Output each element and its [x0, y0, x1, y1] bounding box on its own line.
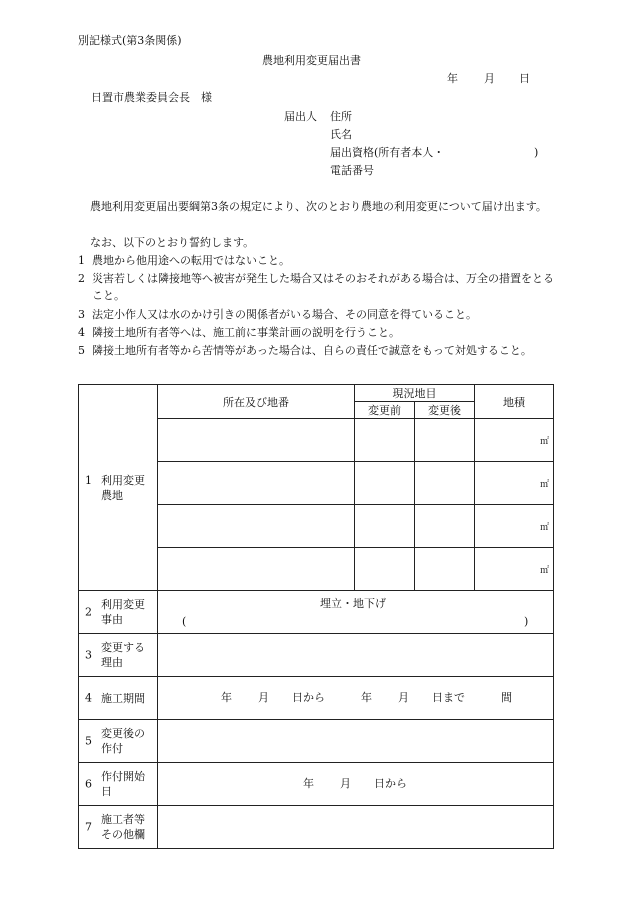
row-number: 4: [85, 691, 92, 705]
period-end-month: 月: [398, 691, 409, 704]
pledge-number: 4: [78, 326, 85, 339]
pledge-number: 2: [78, 272, 85, 285]
sqm-unit: ㎡: [539, 479, 549, 490]
area-cell[interactable]: [475, 419, 554, 462]
row-label-contractor: [79, 806, 158, 849]
sqm-unit: ㎡: [539, 565, 549, 576]
row-number: 1: [85, 473, 92, 487]
row-label-farmland: [79, 385, 158, 591]
row-number: 3: [85, 648, 92, 662]
crop-after-cell[interactable]: [158, 720, 554, 763]
change-reason-cell[interactable]: [158, 634, 554, 677]
area-cell[interactable]: [475, 462, 554, 505]
period-start-day: 日から: [292, 691, 325, 704]
reason-value: 埋立・地下げ: [320, 597, 386, 610]
row-label-text: 作付開始日: [101, 770, 145, 798]
row-label-text: 変更する理由: [101, 641, 145, 669]
crop-start-day: 日から: [374, 777, 407, 790]
form-number: 別記様式(第3条関係): [78, 34, 182, 47]
pledge-item: [78, 324, 558, 341]
row-number: 6: [85, 777, 92, 791]
applicant-phone-label: 電話番号: [330, 164, 374, 177]
after-cell[interactable]: [415, 505, 475, 548]
construction-period-cell[interactable]: [158, 677, 554, 720]
before-cell[interactable]: [355, 419, 415, 462]
location-cell[interactable]: [158, 419, 355, 462]
pledge-number: 5: [78, 344, 85, 357]
reason-paren-open: (: [182, 615, 187, 628]
period-start-year: 年: [221, 691, 232, 704]
sqm-unit: ㎡: [539, 522, 549, 533]
header-area: 地積: [475, 385, 554, 419]
row-label-change-reason: [79, 634, 158, 677]
addressee: 日置市農業委員会長 様: [91, 91, 212, 104]
pledge-text: 隣接土地所有者等へは、施工前に事業計画の説明を行うこと。: [92, 326, 400, 339]
pledge-item: [78, 252, 558, 269]
pledge-item: [78, 342, 558, 359]
header-before: 変更前: [355, 402, 415, 419]
applicant-name-label: 氏名: [330, 128, 352, 141]
applicant-qualification-close: ): [534, 146, 539, 159]
before-cell[interactable]: [355, 462, 415, 505]
pledge-number: 3: [78, 308, 85, 321]
applicant-address-label: 住所: [330, 110, 352, 123]
row-label-text: 施工期間: [101, 691, 145, 705]
period-start-month: 月: [258, 691, 269, 704]
period-end-year: 年: [361, 691, 372, 704]
form-title: 農地利用変更届出書: [262, 54, 361, 67]
period-end-day: 日まで: [432, 691, 465, 704]
after-cell[interactable]: [415, 462, 475, 505]
crop-start-cell[interactable]: [158, 763, 554, 806]
before-cell[interactable]: [355, 548, 415, 591]
sqm-unit: ㎡: [539, 436, 549, 447]
pledge-text: 災害若しくは隣接地等へ被害が発生した場合又はそのおそれがある場合は、万全の措置をとること。: [92, 272, 554, 302]
contractor-cell[interactable]: [158, 806, 554, 849]
applicant-qualification-label: 届出資格(所有者本人・: [330, 146, 445, 159]
before-cell[interactable]: [355, 505, 415, 548]
row-number: 5: [85, 734, 92, 748]
crop-start-year: 年: [303, 777, 314, 790]
row-label-crop-start: [79, 763, 158, 806]
row-number: 7: [85, 820, 92, 834]
row-label-text: 施工者等その他欄: [101, 813, 145, 841]
location-cell[interactable]: [158, 462, 355, 505]
reason-paren-close: ): [524, 615, 529, 628]
after-cell[interactable]: [415, 419, 475, 462]
row-label-crop-after: [79, 720, 158, 763]
period-duration-label: 間: [501, 691, 512, 704]
header-status: 現況地目: [355, 385, 475, 402]
date-day-label: 日: [519, 72, 530, 85]
row-label-reason: [79, 591, 158, 634]
date-month-label: 月: [484, 72, 495, 85]
area-cell[interactable]: [475, 548, 554, 591]
pledge-item: [78, 306, 558, 323]
location-cell[interactable]: [158, 505, 355, 548]
row-number: 2: [85, 605, 92, 619]
pledge-number: 1: [78, 254, 85, 267]
applicant-role: 届出人: [284, 110, 317, 123]
pledge-text: 法定小作人又は水のかけ引きの関係者がいる場合、その同意を得ていること。: [92, 308, 477, 321]
row-label-construction-period: [79, 677, 158, 720]
row-label-text: 利用変更農地: [101, 473, 145, 502]
pledge-text: 隣接土地所有者等から苦情等があった場合は、自らの責任で誠意をもって対処すること。: [92, 344, 532, 357]
pledge-intro: なお、以下のとおり誓約します。: [90, 236, 255, 249]
row-label-text: 利用変更事由: [101, 598, 145, 626]
pledge-text: 農地から他用途への転用ではないこと。: [92, 254, 290, 267]
row-label-text: 変更後の作付: [101, 727, 145, 755]
pledge-item: [78, 270, 558, 304]
application-table: [78, 384, 554, 849]
reason-cell[interactable]: [158, 591, 554, 634]
header-location: 所在及び地番: [158, 385, 355, 419]
intro-paragraph: 農地利用変更届出要綱第3条の規定により、次のとおり農地の利用変更について届け出ます。: [90, 200, 547, 213]
crop-start-month: 月: [340, 777, 351, 790]
header-after: 変更後: [415, 402, 475, 419]
after-cell[interactable]: [415, 548, 475, 591]
location-cell[interactable]: [158, 548, 355, 591]
area-cell[interactable]: [475, 505, 554, 548]
date-year-label: 年: [447, 72, 458, 85]
